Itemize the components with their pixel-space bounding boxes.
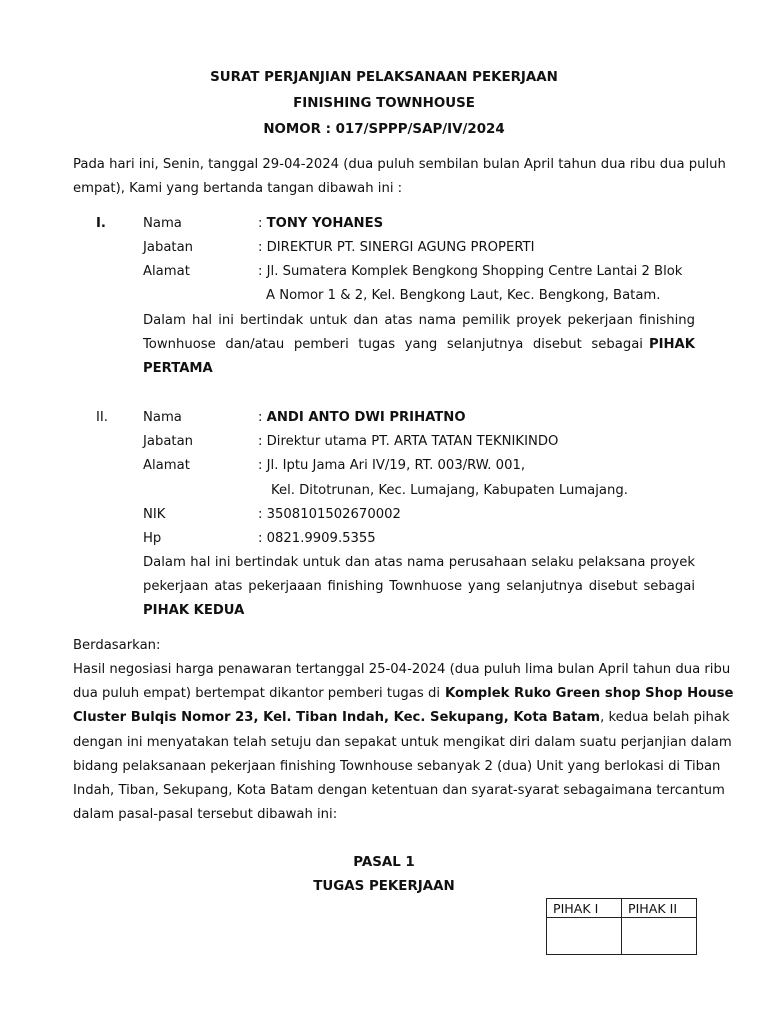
party2-hp-value: : 0821.9909.5355 bbox=[258, 531, 376, 546]
party2-address-label: Alamat bbox=[143, 458, 190, 473]
party2-numeral: II. bbox=[96, 410, 108, 425]
party1-numeral: I. bbox=[96, 216, 106, 231]
party2-role-label: PIHAK KEDUA bbox=[143, 603, 245, 618]
document-number: NOMOR : 017/SPPP/SAP/IV/2024 bbox=[263, 122, 505, 137]
party2-name: : ANDI ANTO DWI PRIHATNO bbox=[258, 410, 466, 425]
party2-position-value: : Direktur utama PT. ARTA TATAN TEKNIKINDO bbox=[258, 434, 559, 449]
party1-name: : TONY YOHANES bbox=[258, 216, 384, 231]
party2-name-label: Nama bbox=[143, 410, 182, 425]
party2-desc-line-2: pekerjaan atas pekerjaaan finishing Townhuose yang selanjutnya disebut sebagai bbox=[143, 579, 695, 594]
initials-cell-pihak-1 bbox=[547, 918, 622, 955]
document-title: SURAT PERJANJIAN PELAKSANAAN PEKERJAAN bbox=[210, 70, 558, 85]
basis-line-4: dengan ini menyatakan telah setuju dan sepakat untuk mengikat diri dalam suatu perjanjian dalam bbox=[73, 735, 732, 750]
party1-position-label: Jabatan bbox=[143, 240, 194, 255]
party1-address-line-1: : Jl. Sumatera Komplek Bengkong Shopping Centre Lantai 2 Blok bbox=[258, 264, 683, 279]
party1-position-value: : DIREKTUR PT. SINERGI AGUNG PROPERTI bbox=[258, 240, 535, 255]
initials-header-pihak-2: PIHAK II bbox=[622, 899, 697, 918]
basis-line-2-text: dua puluh empat) bertempat dikantor pemberi tugas di bbox=[73, 686, 440, 701]
document-subtitle: FINISHING TOWNHOUSE bbox=[293, 96, 475, 111]
party1-role-label-start: PIHAK bbox=[648, 337, 695, 352]
basis-heading: Berdasarkan: bbox=[73, 638, 161, 653]
party2-desc-line-1: Dalam hal ini bertindak untuk dan atas nama perusahaan selaku pelaksana proyek bbox=[143, 555, 695, 570]
party1-desc-line-1: Dalam hal ini bertindak untuk dan atas nama pemilik proyek pekerjaan finishing bbox=[143, 313, 695, 328]
party2-nik-label: NIK bbox=[143, 507, 166, 522]
party2-nik-value: : 3508101502670002 bbox=[258, 507, 401, 522]
intro-line-1: Pada hari ini, Senin, tanggal 29-04-2024 (dua puluh sembilan bulan April tahun dua ribu dua puluh bbox=[73, 157, 726, 172]
party1-desc-line-2 bbox=[143, 337, 695, 352]
basis-line-7: dalam pasal-pasal tersebut dibawah ini: bbox=[73, 807, 338, 822]
basis-location-end: Cluster Bulqis Nomor 23, Kel. Tiban Indah, Kec. Sekupang, Kota Batam bbox=[73, 710, 601, 725]
basis-line-6: Indah, Tiban, Sekupang, Kota Batam dengan ketentuan dan syarat-syarat sebagaimana tercantum bbox=[73, 783, 725, 798]
article-title: PASAL 1 bbox=[353, 855, 415, 870]
party1-address-label: Alamat bbox=[143, 264, 190, 279]
basis-line-5: bidang pelaksanaan pekerjaan finishing Townhouse sebanyak 2 (dua) Unit yang berlokasi di Tiban bbox=[73, 759, 721, 774]
initials-table-sign-row bbox=[547, 918, 697, 955]
article-subtitle: TUGAS PEKERJAAN bbox=[313, 879, 455, 894]
party1-address-line-2: A Nomor 1 & 2, Kel. Bengkong Laut, Kec. Bengkong, Batam. bbox=[266, 288, 661, 303]
party1-name-label: Nama bbox=[143, 216, 182, 231]
basis-location-start: Komplek Ruko Green shop Shop House bbox=[444, 686, 734, 701]
basis-line-3 bbox=[73, 710, 730, 725]
basis-line-2 bbox=[73, 686, 734, 701]
initials-cell-pihak-2 bbox=[622, 918, 697, 955]
intro-line-2: empat), Kami yang bertanda tangan dibawah ini : bbox=[73, 181, 403, 196]
initials-table bbox=[546, 898, 697, 955]
party2-position-label: Jabatan bbox=[143, 434, 194, 449]
party2-name-value: ANDI ANTO DWI PRIHATNO bbox=[266, 410, 466, 425]
initials-header-pihak-1: PIHAK I bbox=[547, 899, 622, 918]
basis-line-1: Hasil negosiasi harga penawaran tertanggal 25-04-2024 (dua puluh lima bulan April tahun dua ribu bbox=[73, 662, 731, 677]
party1-name-value: TONY YOHANES bbox=[266, 216, 384, 231]
initials-table-header bbox=[547, 899, 697, 918]
basis-line-3-text: , kedua belah pihak bbox=[600, 710, 730, 725]
party2-address-line-2: Kel. Ditotrunan, Kec. Lumajang, Kabupaten Lumajang. bbox=[271, 483, 628, 498]
party1-role-label-end: PERTAMA bbox=[143, 361, 213, 376]
party1-desc-line-2-text: Townhuose dan/atau pemberi tugas yang selanjutnya disebut sebagai bbox=[143, 337, 643, 352]
party2-address-line-1: : Jl. Iptu Jama Ari IV/19, RT. 003/RW. 001, bbox=[258, 458, 526, 473]
party2-hp-label: Hp bbox=[143, 531, 162, 546]
